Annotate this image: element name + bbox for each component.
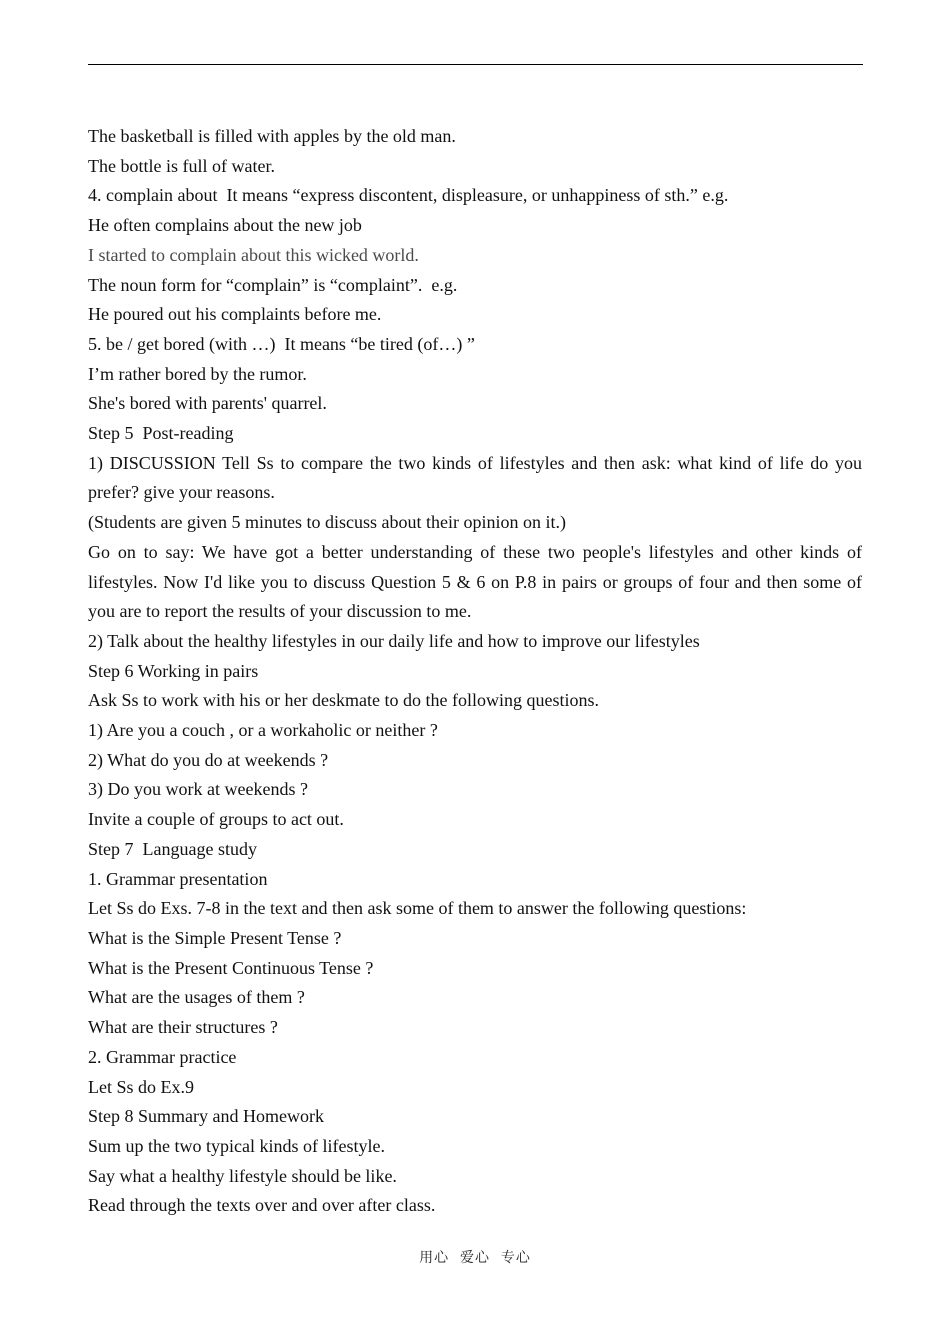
step-heading: Step 8 Summary and Homework: [88, 1106, 324, 1127]
text-line: Read through the texts over and over after class.: [88, 1195, 436, 1216]
text-line: The bottle is full of water.: [88, 155, 275, 176]
text-paragraph: 1) DISCUSSION Tell Ss to compare the two kinds of lifestyles and then ask: what kind of life do you prefer? give your reasons.: [88, 452, 862, 503]
question-line: 3) Do you work at weekends ?: [88, 779, 308, 800]
question-line: What are the usages of them ?: [88, 987, 305, 1008]
text-line: Let Ss do Ex.9: [88, 1076, 194, 1097]
text-line: I’m rather bored by the rumor.: [88, 363, 307, 384]
question-line: What is the Simple Present Tense ?: [88, 927, 342, 948]
header-rule: [88, 64, 863, 65]
text-line: 2. Grammar practice: [88, 1046, 237, 1067]
text-line: Let Ss do Exs. 7-8 in the text and then ask some of them to answer the following questions:: [88, 898, 747, 919]
text-line: 2) Talk about the healthy lifestyles in our daily life and how to improve our lifestyles: [88, 630, 700, 651]
step-heading: Step 6 Working in pairs: [88, 660, 259, 681]
text-line: She's bored with parents' quarrel.: [88, 393, 327, 414]
question-line: 1) Are you a couch , or a workaholic or neither ?: [88, 720, 438, 741]
text-line: He poured out his complaints before me.: [88, 304, 382, 325]
page-footer: 用心 爱心 专心: [419, 1250, 531, 1266]
document-body: [88, 122, 862, 1221]
text-line: The basketball is filled with apples by the old man.: [88, 126, 456, 146]
text-line: (Students are given 5 minutes to discuss about their opinion on it.): [88, 512, 566, 533]
question-line: What are their structures ?: [88, 1017, 278, 1038]
question-line: 2) What do you do at weekends ?: [88, 749, 329, 770]
text-line: 4. complain about It means “express discontent, displeasure, or unhappiness of sth.” e.g.: [88, 185, 729, 206]
text-line: The noun form for “complain” is “complaint”. e.g.: [88, 274, 458, 295]
text-line: I started to complain about this wicked world.: [88, 244, 419, 265]
question-line: What is the Present Continuous Tense ?: [88, 957, 374, 978]
text-line: Say what a healthy lifestyle should be like.: [88, 1165, 397, 1186]
step-heading: Step 7 Language study: [88, 838, 257, 859]
step-heading: Step 5 Post-reading: [88, 423, 234, 444]
text-line: 1. Grammar presentation: [88, 868, 268, 889]
text-line: Ask Ss to work with his or her deskmate to do the following questions.: [88, 690, 599, 711]
text-paragraph: Go on to say: We have got a better understanding of these two people's lifestyles and other kinds of lifestyles. Now I'd like you to discuss Question 5 & 6 on P.8 in pairs or groups of four and then some of you are to report the results of your discussion to me.: [88, 541, 862, 622]
text-line: He often complains about the new job: [88, 215, 362, 236]
text-line: 5. be / get bored (with …) It means “be tired (of…) ”: [88, 333, 475, 354]
text-line: Sum up the two typical kinds of lifestyle.: [88, 1135, 385, 1156]
text-line: Invite a couple of groups to act out.: [88, 809, 344, 830]
